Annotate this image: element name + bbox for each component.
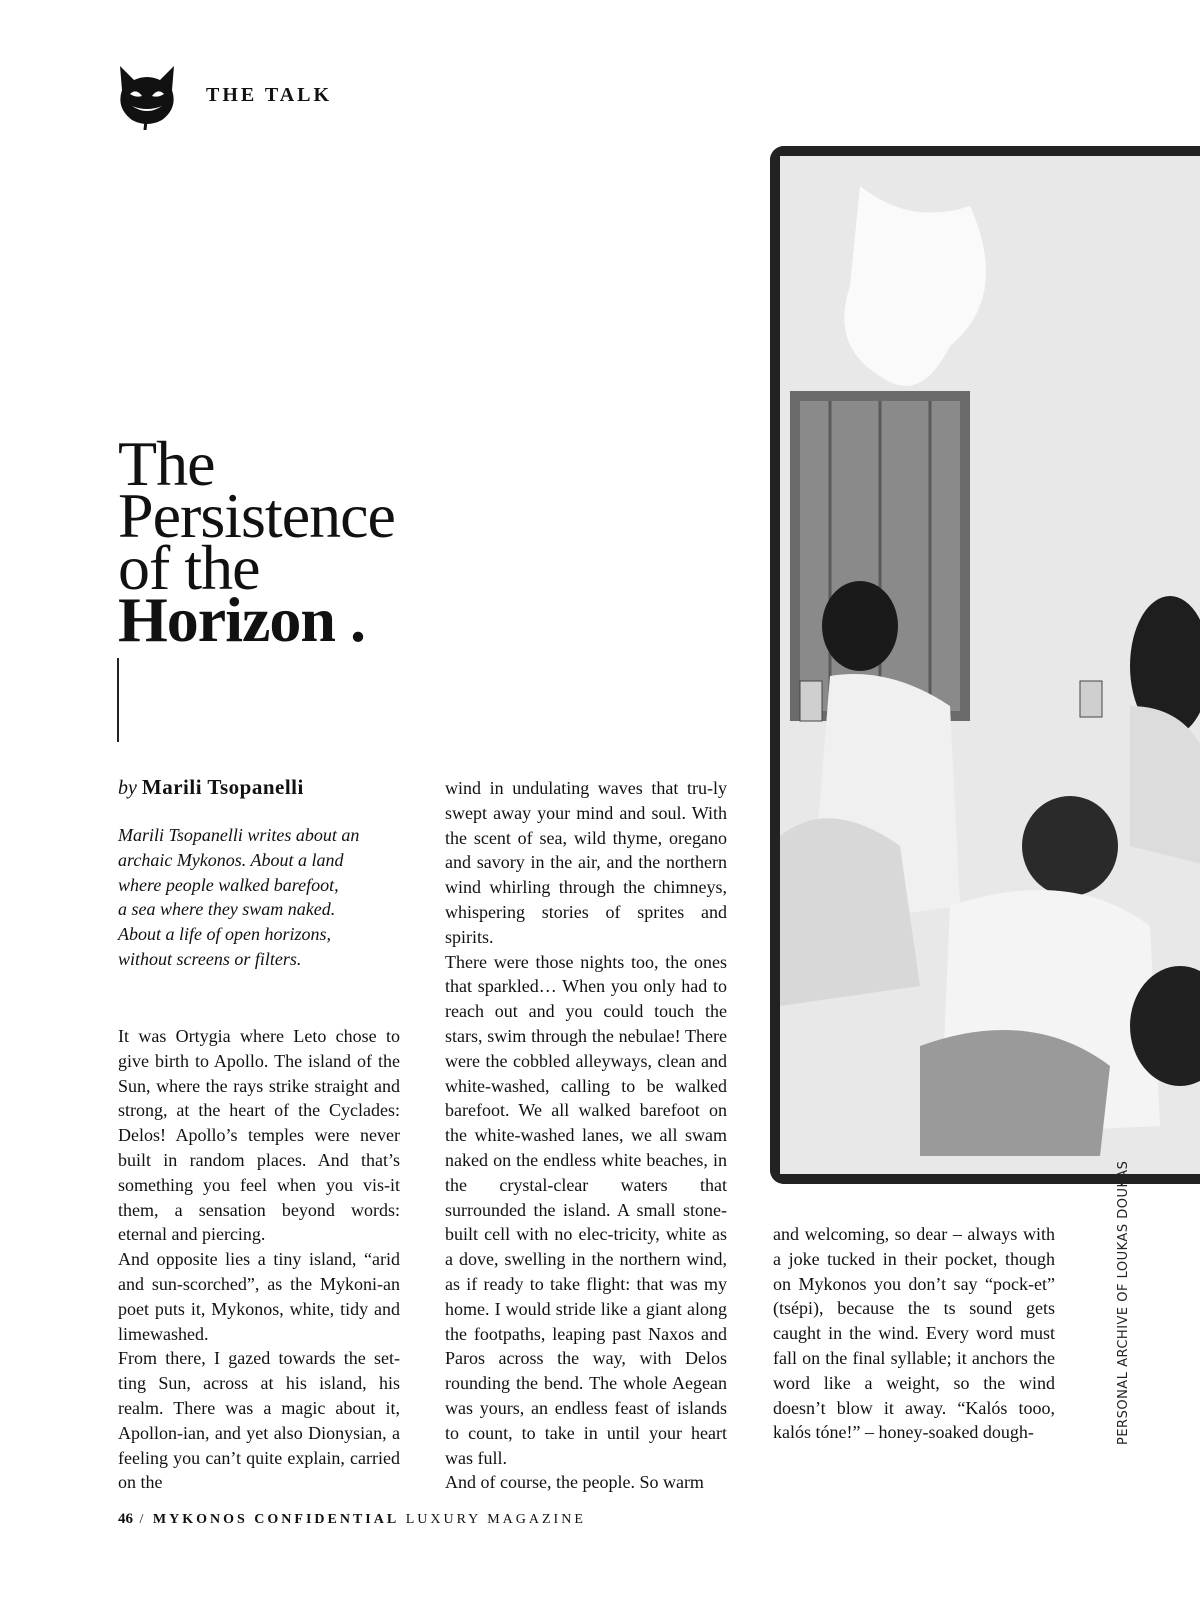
page-number: 46 <box>118 1511 133 1527</box>
archive-photo-image <box>770 146 1200 1184</box>
paragraph: From there, I gazed towards the set-ting Sun, across at his island, his realm. There was a magic about it, Apollon-ian, and yet also Dionysian, a feeling you can’t quite explain, carried on the <box>118 1348 400 1493</box>
cat-face-icon <box>112 60 182 130</box>
body-column-1 <box>118 1024 400 1495</box>
author-name: Marili Tsopanelli <box>141 775 304 799</box>
photo-credit: PERSONAL ARCHIVE OF LOUKAS DOUKAS <box>1116 1160 1131 1445</box>
title-line: of the <box>118 532 260 603</box>
body-column-3 <box>773 1222 1055 1445</box>
title-line: Persistence <box>118 480 395 551</box>
intro-line: Marili Tsopanelli writes about an <box>118 825 360 845</box>
article-title <box>118 428 448 655</box>
intro-line: a sea where they swam naked. <box>118 899 336 920</box>
title-bold-line: Horizon . <box>118 584 365 655</box>
paragraph: There were those nights too, the ones that sparkled… When you only had to reach out and you could touch the stars, swim through the nebulae! There were the cobbled alleyways, clean and white-washed, calling to be walked barefoot. We all walked barefoot on the white-washed lanes, we all swam naked on the endless white beaches, in the crystal-clear waters that surrounded the island. A small stone-built cell with no elec-tricity, white as a dove, swelling in the northern wind, as if ready to take flight: that was my home. I would stride like a giant along the footpaths, leaping past Naxos and Paros across the way, with Delos rounding the bend. The whole Aegean was yours, an endless feast of islands to count, to take in until your heart was full. <box>445 951 727 1468</box>
paragraph: wind in undulating waves that tru-ly swept away your mind and soul. With the scent of sea, wild thyme, oregano and savory in the air, and the northern wind whirling through the chimneys, whispering stories of sprites and spirits. <box>445 778 727 947</box>
paragraph: And of course, the people. So warm <box>445 1472 704 1493</box>
paragraph: It was Ortygia where Leto chose to give birth to Apollo. The island of the Sun, where the rays strike straight and strong, at the heart of the Cyclades: Delos! Apollo’s temples were never built in random places. And that’s something you feel when you vis-it them, a sensation beyond words: eternal and piercing. <box>118 1026 400 1245</box>
intro-line: About a life of open horizons, <box>118 924 331 945</box>
paragraph: and welcoming, so dear – always with a joke tucked in their pocket, though on Mykonos you don’t say “pock-et” (tsépi), because the ts sound gets caught in the wind. Every word must fall on the final syllable; it anchors the word like a weight, so the wind doesn’t blow it away. “Kalós tooo, kalós tóne!” – honey-soaked dough- <box>773 1224 1055 1443</box>
byline <box>118 775 304 800</box>
intro-line: archaic Mykonos. About a land <box>118 849 344 870</box>
magazine-brand: MYKONOS CONFIDENTIAL <box>152 1512 400 1527</box>
intro-line: where people walked barefoot, <box>118 874 339 895</box>
intro-line: without screens or filters. <box>118 948 302 969</box>
byline-prefix: by <box>118 777 137 799</box>
section-label: THE TALK <box>206 84 333 106</box>
body-column-2 <box>445 776 727 1495</box>
footer-separator: / <box>139 1512 147 1527</box>
title-divider <box>117 658 119 742</box>
magazine-tagline: LUXURY MAGAZINE <box>405 1512 586 1527</box>
page-footer <box>118 1511 586 1528</box>
paragraph: And opposite lies a tiny island, “arid and sun-scorched”, as the Mykoni-an poet puts it, Mykonos, white, tidy and limewashed. <box>118 1249 400 1344</box>
title-line: The <box>118 428 215 499</box>
archive-photo <box>770 146 1200 1184</box>
article-intro <box>118 823 408 972</box>
